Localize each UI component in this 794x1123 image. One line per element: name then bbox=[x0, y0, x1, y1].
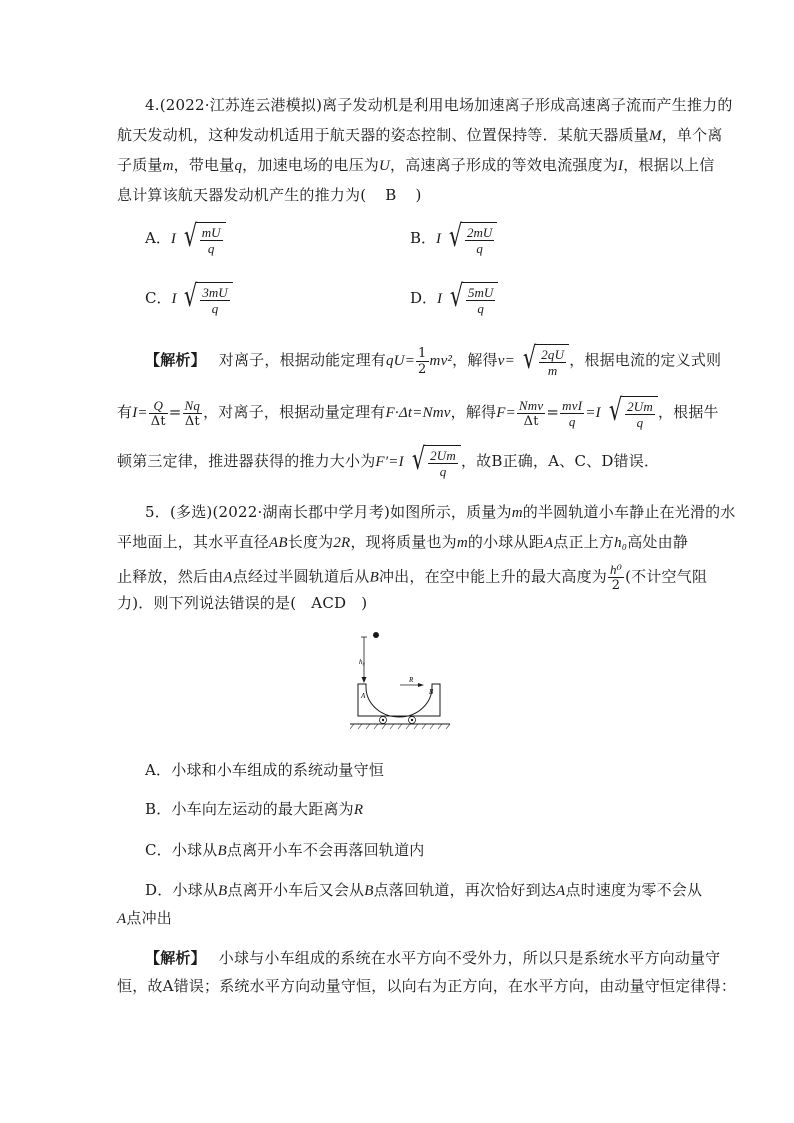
q5-text: 冲出，在空中能上升的最大高度为 bbox=[378, 567, 607, 586]
analysis-text: ，根据电流的定义式则 bbox=[569, 351, 722, 369]
frac-num: Q bbox=[149, 398, 168, 414]
option-text: 小球从 bbox=[172, 881, 219, 899]
option-label: B． bbox=[410, 229, 437, 247]
option-label: D． bbox=[410, 289, 438, 307]
q5-var: B bbox=[369, 569, 379, 586]
option-text: 点落回轨道，再次恰好到达 bbox=[373, 881, 557, 899]
option-label: B． bbox=[145, 800, 172, 818]
option-var: B bbox=[217, 843, 227, 859]
frac-den: Δt bbox=[150, 413, 166, 429]
option-var: I bbox=[170, 231, 176, 247]
q4-option-b bbox=[410, 219, 497, 256]
q5-text: 止释放，然后由 bbox=[117, 567, 224, 586]
q4-text: ，单个离 bbox=[661, 126, 723, 144]
frac-num: mvI bbox=[562, 397, 583, 413]
frac-den: q bbox=[636, 415, 644, 430]
frac-num: 2Um bbox=[627, 399, 653, 414]
cart-track-figure bbox=[350, 625, 450, 735]
analysis-var: mv² bbox=[429, 353, 453, 369]
option-label: C． bbox=[145, 841, 172, 859]
sqrt-expression: √ $\frac{2mU}{q}$ bbox=[446, 222, 497, 256]
option-var: B bbox=[218, 883, 228, 899]
analysis-text: = bbox=[168, 403, 182, 421]
q5-text: 点正上方 bbox=[553, 533, 615, 551]
frac-num: Nmv bbox=[518, 397, 544, 413]
frac-num: 5mU bbox=[467, 285, 494, 300]
analysis-var: v= bbox=[497, 353, 515, 369]
q4-line-2 bbox=[117, 125, 723, 146]
q4-text: ，带电量 bbox=[173, 156, 235, 174]
wheel-hub-icon bbox=[382, 719, 384, 721]
frac-num: mU bbox=[201, 225, 221, 240]
option-text: 小球和小车组成的系统动量守恒 bbox=[171, 761, 385, 779]
frac-den: q bbox=[207, 241, 215, 256]
analysis-text: ，根据牛 bbox=[657, 403, 719, 421]
frac-den: m bbox=[547, 363, 558, 378]
option-label: A． bbox=[145, 761, 172, 779]
arrow-down-icon bbox=[362, 677, 367, 683]
option-text: 点离开小车不会再落回轨道内 bbox=[226, 841, 425, 859]
q5-var: AB bbox=[269, 535, 288, 551]
frac-num: 1 bbox=[418, 345, 427, 361]
analysis-var: F′ bbox=[375, 454, 389, 470]
option-var: I bbox=[171, 291, 177, 307]
q5-text: (不计空气阻 bbox=[625, 567, 708, 586]
q4-text: ，根据以上信 bbox=[623, 156, 715, 174]
q4-var: U bbox=[378, 158, 391, 174]
sqrt-expression: √ $\frac{mU}{q}$ bbox=[181, 222, 226, 256]
ground-hatch bbox=[350, 724, 450, 729]
analysis-tag: 【解析】 bbox=[145, 351, 206, 369]
q4-text: ) bbox=[415, 186, 422, 204]
frac-num: Nq bbox=[184, 397, 201, 413]
q5-line-4 bbox=[117, 593, 367, 613]
option-text: 小车向左运动的最大距离为 bbox=[171, 800, 354, 818]
q5-analysis-line-1 bbox=[145, 948, 720, 968]
q4-option-a bbox=[145, 219, 226, 256]
frac-den: 2 bbox=[418, 361, 427, 377]
q5-analysis-line-2 bbox=[117, 976, 736, 996]
q4-var: M bbox=[649, 128, 662, 144]
q4-line-3 bbox=[117, 155, 714, 176]
option-text: 点时速度为零不会从 bbox=[565, 881, 703, 899]
analysis-var: =I bbox=[388, 454, 404, 470]
q4-analysis-line-3 bbox=[117, 442, 660, 479]
analysis-text: 恒，故A错误；系统水平方向动量守恒，以向右为正方向，在水平方向，由动量守恒定律得： bbox=[117, 977, 737, 995]
option-text: 点冲出 bbox=[126, 909, 172, 927]
frac-den: Δt bbox=[184, 413, 200, 429]
analysis-text: ，解得 bbox=[452, 351, 498, 369]
q5-answer: ACD bbox=[311, 594, 347, 612]
frac-den: q bbox=[211, 301, 219, 316]
q5-option-b bbox=[145, 799, 363, 820]
q4-line-4 bbox=[117, 185, 422, 205]
q5-text: ，现将质量也为 bbox=[350, 533, 457, 551]
frac-den: q bbox=[568, 413, 576, 429]
q5-var: A bbox=[543, 535, 554, 551]
option-var: A bbox=[556, 883, 566, 899]
q5-option-c bbox=[145, 840, 424, 861]
point-b-label: B bbox=[429, 688, 434, 696]
option-var: B bbox=[364, 883, 374, 899]
analysis-text: ，故B正确，A、C、D错误． bbox=[460, 452, 660, 470]
q5-var: h₀ bbox=[614, 535, 628, 551]
analysis-var: F= bbox=[496, 405, 516, 421]
sqrt-expression: √ $\frac{2Um}{q}$ bbox=[606, 396, 658, 430]
sqrt-expression: √ $\frac{5mU}{q}$ bbox=[447, 282, 498, 316]
option-text: 点离开小车后又会从 bbox=[227, 881, 365, 899]
analysis-text: ，解得 bbox=[450, 403, 497, 421]
q4-var: I bbox=[618, 158, 624, 174]
frac-den: q bbox=[476, 241, 483, 256]
analysis-var: F·Δt=Nmv bbox=[385, 405, 451, 421]
option-var: I bbox=[437, 291, 443, 307]
frac-den: 2 bbox=[611, 578, 621, 593]
q5-text: 长度为 bbox=[287, 533, 334, 551]
q5-text: 5．(多选)(2022·湖南长郡中学月考)如图所示，质量为 bbox=[145, 503, 512, 521]
q4-stem-text: 4.(2022·江苏连云港模拟)离子发动机是利用电场加速离子形成高速离子流而产生推力的 bbox=[145, 96, 733, 114]
option-label: C． bbox=[145, 289, 172, 307]
analysis-text: 小球与小车组成的系统在水平方向不受外力，所以只是系统水平方向动量守 bbox=[218, 949, 721, 967]
q5-text: 力)．则下列说法错误的是( bbox=[117, 594, 297, 612]
arrow-right-icon bbox=[418, 683, 424, 687]
q5-text: 高处由静 bbox=[627, 533, 689, 551]
q5-text: 的半圆轨道小车静止在光滑的水 bbox=[522, 503, 736, 521]
h0-label: h₀ bbox=[359, 658, 365, 666]
frac-num: 2Um bbox=[430, 448, 456, 463]
analysis-var: =I bbox=[585, 405, 601, 421]
q5-var: 2R bbox=[333, 535, 351, 551]
q5-var: A bbox=[223, 569, 233, 586]
q4-var: q bbox=[234, 158, 243, 174]
q5-text: 平地面上，其水平直径 bbox=[117, 533, 270, 551]
q4-text: ，加速电场的电压为 bbox=[242, 156, 379, 174]
option-var: R bbox=[353, 802, 364, 818]
q4-text: 子质量 bbox=[117, 156, 163, 174]
sqrt-expression: √ $\frac{3mU}{q}$ bbox=[181, 282, 232, 316]
frac-num: h⁰ bbox=[609, 562, 623, 577]
ball-icon bbox=[373, 632, 379, 638]
frac-num: 2qU bbox=[541, 347, 565, 362]
frac-den: q bbox=[439, 464, 447, 479]
q5-option-d-line-2 bbox=[117, 908, 172, 929]
q5-text: ) bbox=[361, 594, 368, 612]
analysis-tag: 【解析】 bbox=[145, 949, 206, 967]
sqrt-expression: √ $\frac{2Um}{q}$ bbox=[409, 445, 461, 479]
q5-option-d bbox=[145, 880, 702, 901]
q4-line-1 bbox=[145, 95, 733, 115]
cart-body bbox=[358, 684, 440, 717]
option-label: D． bbox=[145, 881, 173, 899]
option-var: A bbox=[117, 911, 127, 927]
r-label: R bbox=[409, 676, 414, 684]
q4-analysis-line-1 bbox=[145, 341, 722, 378]
option-label: A． bbox=[145, 229, 171, 247]
analysis-text: 顿第三定律，推进器获得的推力大小为 bbox=[117, 452, 376, 470]
analysis-text: 对离子，根据动能定理有 bbox=[218, 351, 386, 369]
analysis-var: qU= bbox=[385, 353, 416, 369]
analysis-text: ，对离子，根据动量定理有 bbox=[203, 403, 386, 421]
q5-var: m bbox=[456, 535, 468, 551]
q4-text: 航天发动机，这种发动机适用于航天器的姿态控制、位置保持等．某航天器质量 bbox=[117, 126, 650, 144]
wheel-hub-icon bbox=[411, 719, 413, 721]
frac-den: q bbox=[477, 301, 484, 316]
q4-option-d bbox=[410, 279, 498, 316]
q4-answer: B bbox=[385, 186, 397, 204]
q5-line-2 bbox=[117, 532, 688, 553]
option-text: 小球从 bbox=[171, 841, 218, 859]
q4-var: m bbox=[162, 158, 174, 174]
point-a-label: A bbox=[361, 692, 366, 700]
q4-analysis-line-2: 有I= $\frac{Q}{\Delta t}$ = $\frac{Nq}{\Delta t}$ ，对离子，根据动量定理有F·Δt=Nmv，解得F= $\frac{\text{Nmv}}{\Delta t}$ = $\frac{\text{mvI}}{q}$ =I √ $\frac{2Um}{q}$ ，根据牛 bbox=[117, 393, 719, 430]
frac-den: Δt bbox=[523, 413, 539, 429]
q4-option-c bbox=[145, 279, 233, 316]
q4-text: ，高速离子形成的等效电流强度为 bbox=[390, 156, 619, 174]
q5-var: m bbox=[511, 505, 523, 521]
q5-text: 的小球从距 bbox=[467, 533, 544, 551]
sqrt-expression: √ $\frac{2qU}{m}$ bbox=[520, 344, 569, 378]
q5-line-3 bbox=[117, 562, 707, 593]
q5-text: 点经过半圆轨道后从 bbox=[232, 567, 370, 586]
analysis-text: 有 bbox=[117, 403, 133, 421]
q4-text: 息计算该航天器发动机产生的推力为( bbox=[117, 186, 367, 204]
option-var: I bbox=[436, 231, 442, 247]
frac-num: 3mU bbox=[202, 285, 228, 300]
q5-option-a bbox=[145, 760, 384, 780]
q5-line-1 bbox=[145, 502, 736, 523]
analysis-var: I= bbox=[132, 405, 148, 421]
frac-num: 2mU bbox=[466, 225, 493, 240]
